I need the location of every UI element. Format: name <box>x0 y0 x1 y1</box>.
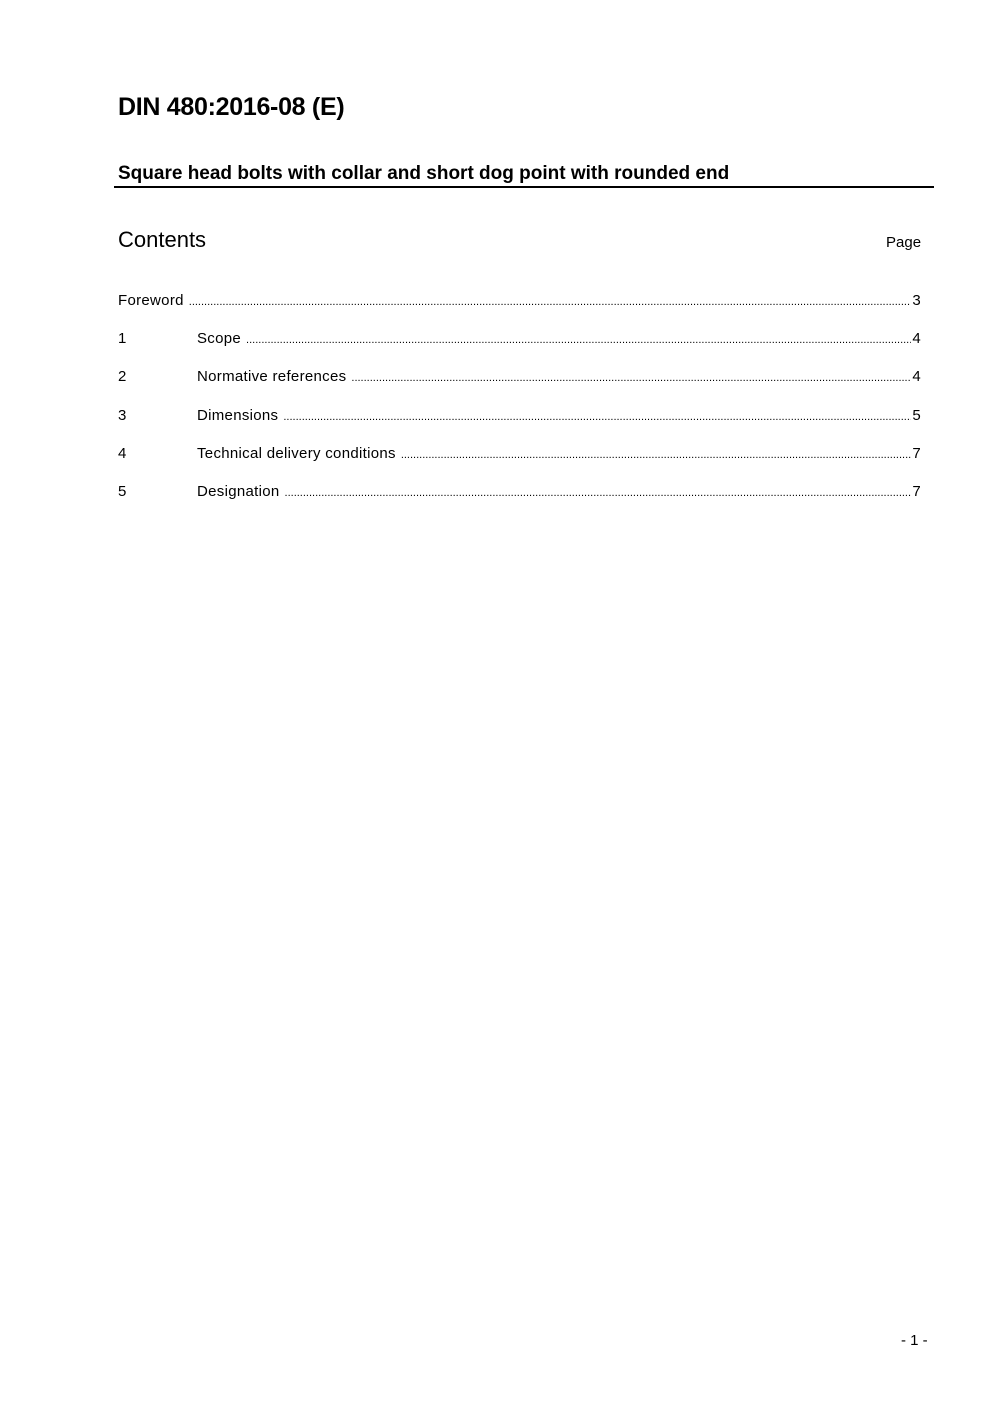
toc-entry-dimensions[interactable] <box>118 407 921 445</box>
toc-dot-leader <box>246 334 911 346</box>
toc-entry-page: 7 <box>912 444 921 462</box>
toc-dot-leader <box>401 449 912 461</box>
table-of-contents <box>118 292 921 521</box>
document-id: DIN 480:2016-08 (E) <box>118 93 345 121</box>
toc-entry-title: Foreword <box>118 292 184 309</box>
title-rule <box>114 186 934 188</box>
toc-entry-page: 7 <box>912 482 921 500</box>
toc-entry-number: 1 <box>118 330 127 348</box>
toc-entry-number: 4 <box>118 444 127 462</box>
toc-entry-page: 5 <box>912 406 921 424</box>
toc-entry-designation[interactable] <box>118 483 921 521</box>
toc-entry-title: Designation <box>197 482 280 500</box>
toc-entry-number: 2 <box>118 368 127 386</box>
footer-page-number: - 1 - <box>901 1332 928 1349</box>
toc-entry-number: 3 <box>118 406 127 424</box>
toc-dot-leader <box>283 411 911 423</box>
toc-entry-title: Dimensions <box>197 406 279 424</box>
toc-entry-title: Technical delivery conditions <box>197 444 396 462</box>
toc-entry-page: 4 <box>912 368 921 386</box>
toc-dot-leader <box>351 372 911 384</box>
toc-dot-leader <box>285 487 912 499</box>
toc-dot-leader <box>189 296 912 308</box>
contents-heading: Contents <box>118 227 207 252</box>
toc-entry-technical-delivery-conditions[interactable] <box>118 445 921 483</box>
toc-entry-page: 3 <box>912 292 921 309</box>
toc-entry-page: 4 <box>912 330 921 348</box>
page-column-heading: Page <box>886 234 922 251</box>
toc-entry-foreword[interactable] <box>118 292 921 330</box>
toc-entry-title: Normative references <box>197 368 347 386</box>
toc-entry-normative-references[interactable] <box>118 368 921 406</box>
toc-entry-title: Scope <box>197 330 242 348</box>
toc-entry-scope[interactable] <box>118 330 921 368</box>
toc-entry-number: 5 <box>118 482 127 500</box>
document-title: Square head bolts with collar and short dog point with rounded end <box>118 163 730 184</box>
